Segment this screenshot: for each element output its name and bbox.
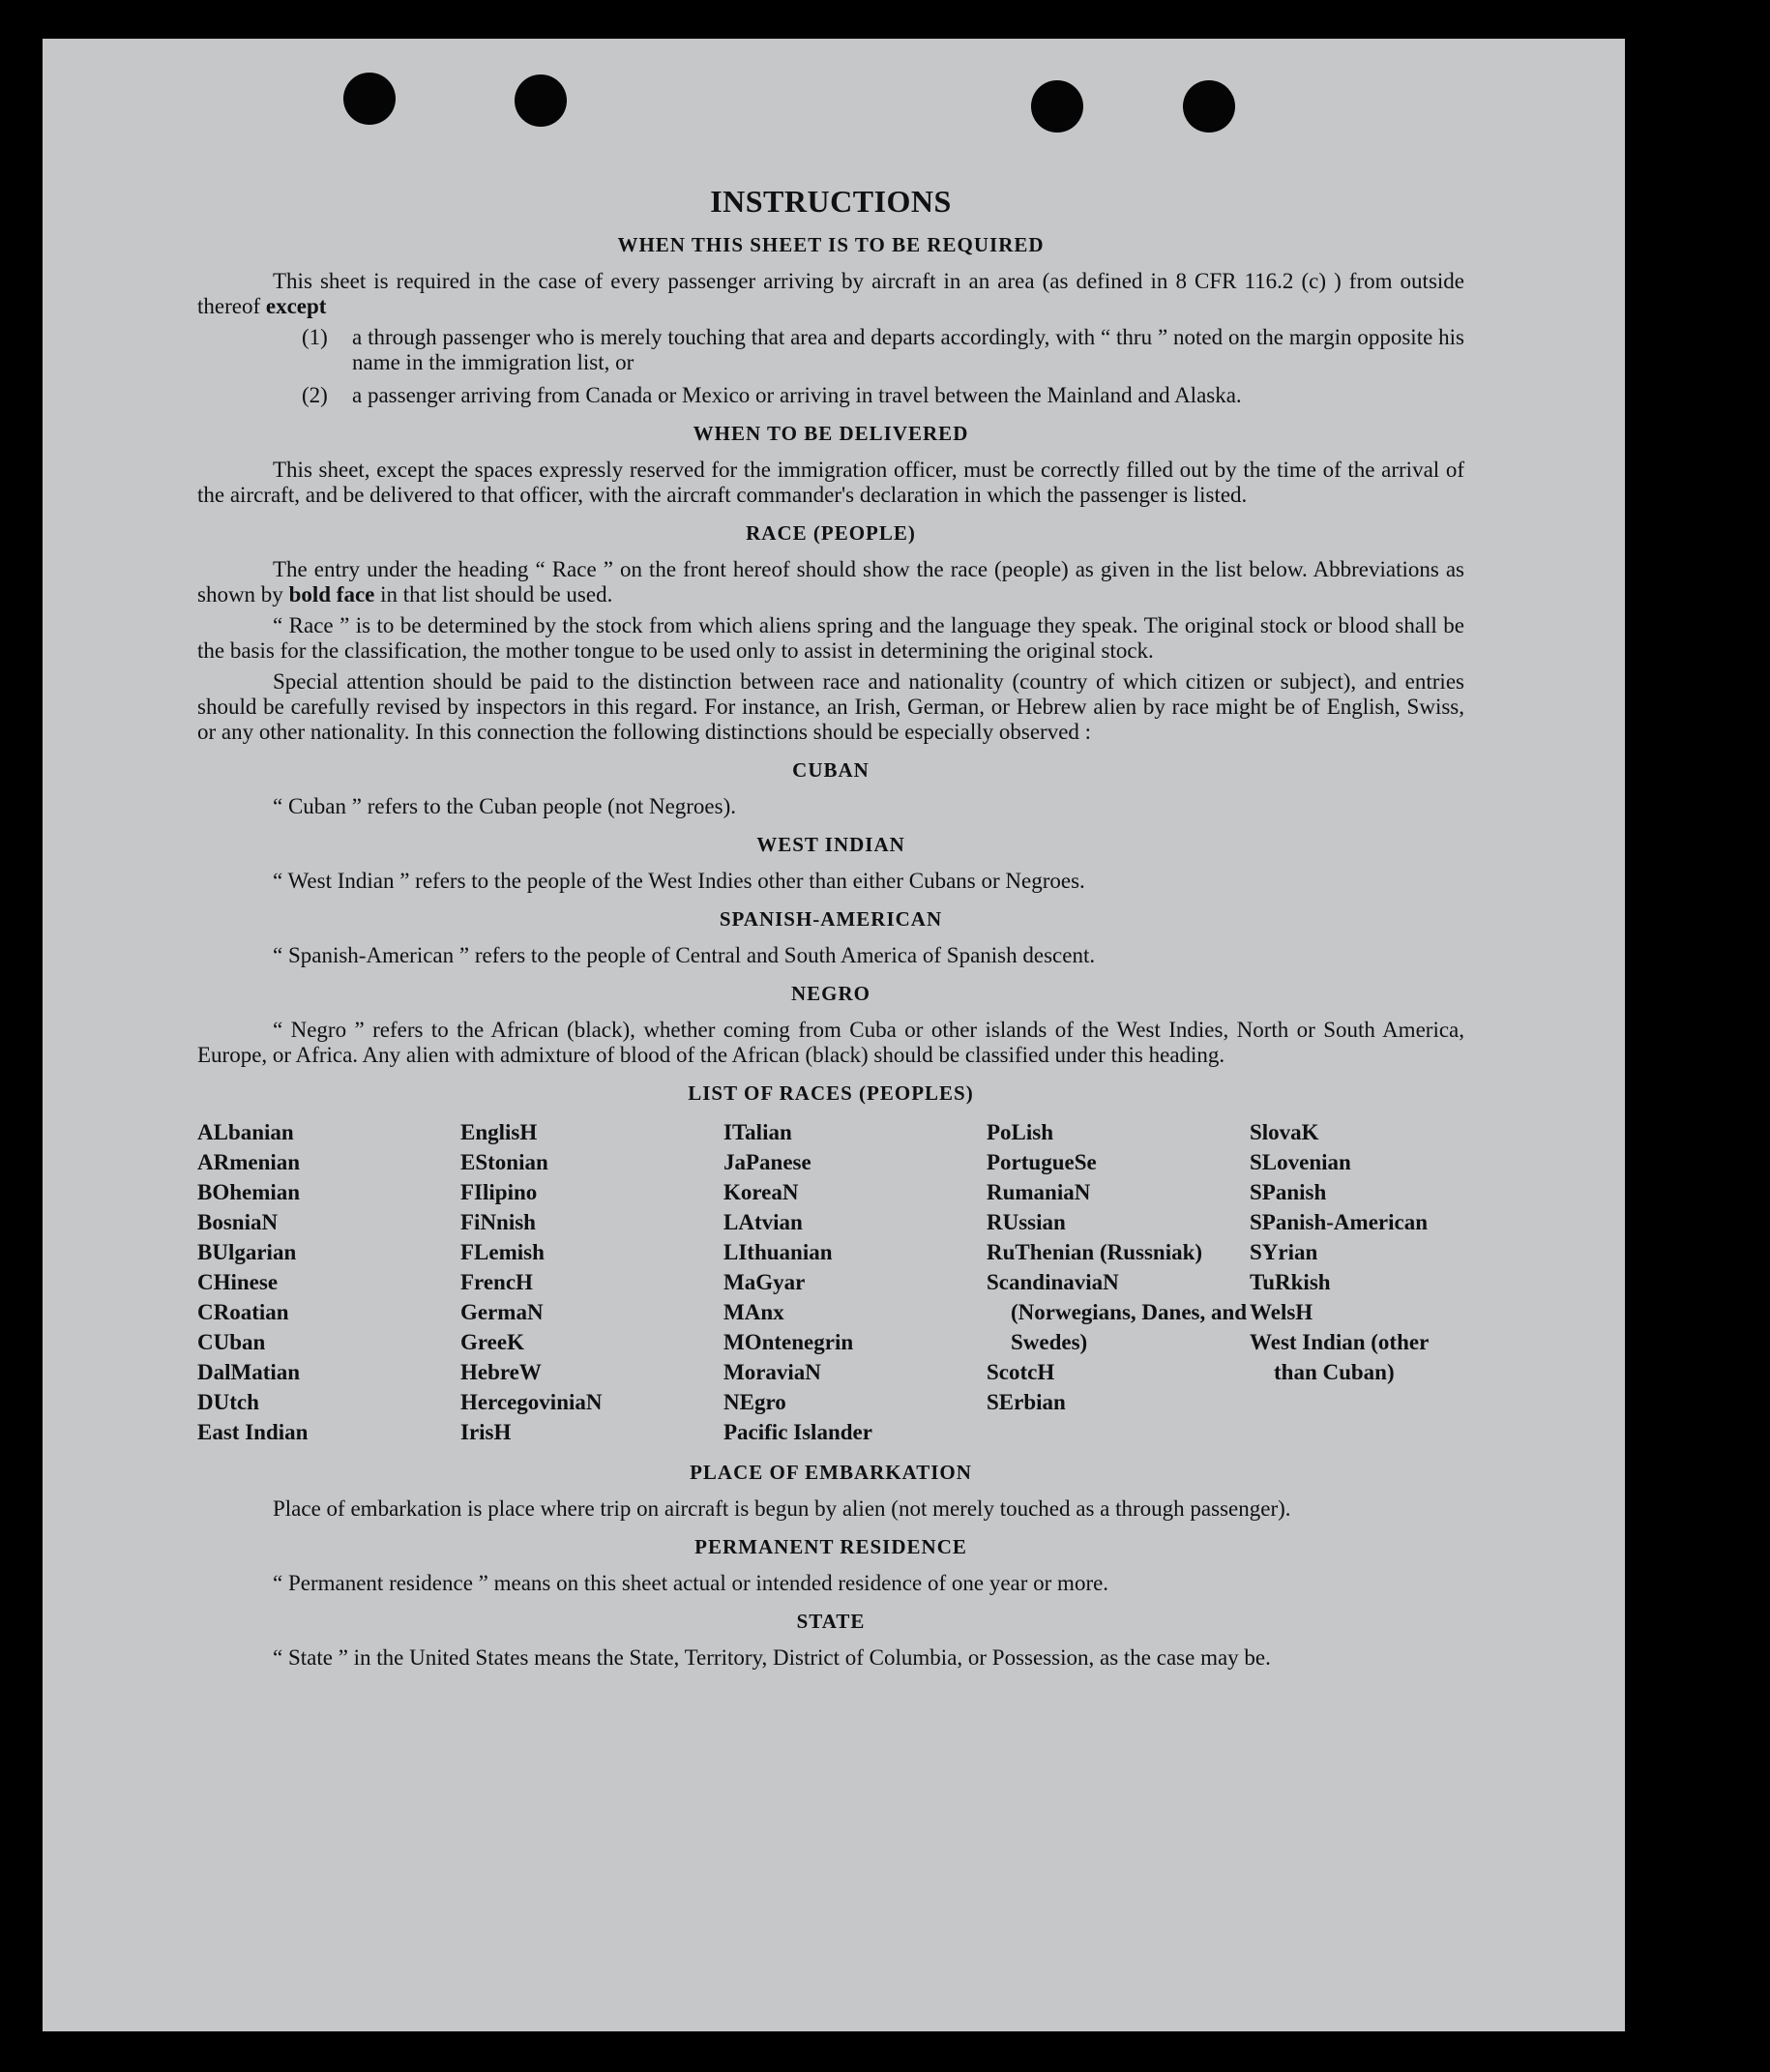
list-item: ScandinaviaN (Norwegians, Danes, and Swedes) [987, 1270, 1248, 1354]
list-item: RuThenian (Russniak) [987, 1240, 1203, 1264]
heading-race: RACE (PEOPLE) [746, 521, 916, 545]
list-item: SlovaK [1250, 1120, 1319, 1144]
list-item: Pacific Islander [723, 1420, 872, 1444]
list-item: NEgro [723, 1390, 786, 1414]
heading-negro: NEGRO [790, 982, 870, 1005]
cuban-text: “ Cuban ” refers to the Cuban people (not Negroes). [273, 794, 737, 818]
list-item: (2) a passenger arriving from Canada or Mexico or arriving in travel between the Mainland and Alaska. [302, 383, 1242, 407]
races-column-2 [460, 1117, 723, 1447]
heading-residence: PERMANENT RESIDENCE [694, 1535, 967, 1558]
punch-hole-1 [343, 73, 396, 125]
list-item: PortugueSe [987, 1150, 1097, 1174]
list-item: CRoatian [197, 1300, 289, 1324]
list-item: HebreW [460, 1360, 542, 1384]
list-item: FLemish [460, 1240, 545, 1264]
list-item: IrisH [460, 1420, 512, 1444]
list-item: PoLish [987, 1120, 1054, 1144]
residence-text: “ Permanent residence ” means on this sheet actual or intended residence of one year or more. [273, 1571, 1109, 1595]
list-item: DUtch [197, 1390, 259, 1414]
list-item: FiNnish [460, 1210, 536, 1234]
races-column-1 [197, 1117, 460, 1447]
list-item: KoreaN [723, 1180, 799, 1204]
heading-cuban: CUBAN [792, 758, 870, 782]
list-item: ScotcH [987, 1360, 1055, 1384]
heading-list-of-races: LIST OF RACES (PEOPLES) [688, 1081, 974, 1105]
heading-state: STATE [796, 1610, 866, 1633]
list-item: BUlgarian [197, 1240, 297, 1264]
list-item: BOhemian [197, 1180, 301, 1204]
spanish-american-text: “ Spanish-American ” refers to the people of Central and South America of Spanish descent. [273, 943, 1096, 967]
heading-when-delivered: WHEN TO BE DELIVERED [693, 422, 969, 445]
instructions-content [197, 184, 1464, 1676]
exceptions-list [197, 325, 1464, 408]
page-title: INSTRUCTIONS [710, 184, 952, 219]
list-item: RumaniaN [987, 1180, 1091, 1204]
races-column-4 [987, 1117, 1250, 1447]
state-text: “ State ” in the United States means the State, Territory, District of Columbia, or Possession, as the case may be. [273, 1645, 1271, 1670]
list-item: BosniaN [197, 1210, 279, 1234]
list-item: RUssian [987, 1210, 1066, 1234]
when-required-intro: This sheet is required in the case of every passenger arriving by aircraft in an area (as defined in 8 CFR 116.2 (c) ) from outside thereof except [197, 269, 1464, 318]
punch-hole-2 [515, 74, 567, 127]
list-item: MAnx [723, 1300, 784, 1324]
list-item: SYrian [1250, 1240, 1318, 1264]
heading-when-required: WHEN THIS SHEET IS TO BE REQUIRED [617, 233, 1045, 256]
punch-hole-3 [1031, 80, 1083, 133]
races-list [197, 1117, 1464, 1447]
list-item: DalMatian [197, 1360, 301, 1384]
list-item: MoraviaN [723, 1360, 821, 1384]
list-item: CUban [197, 1330, 266, 1354]
punch-hole-4 [1183, 80, 1235, 133]
list-item: JaPanese [723, 1150, 811, 1174]
document-page [43, 39, 1625, 2031]
when-delivered-text: This sheet, except the spaces expressly reserved for the immigration officer, must be correctly filled out by the time of the arrival of the aircraft, and be delivered to that officer, with the aircraft commander's declaration in which the passenger is listed. [197, 458, 1464, 507]
heading-west-indian: WEST INDIAN [756, 833, 905, 856]
west-indian-text: “ West Indian ” refers to the people of the West Indies other than either Cubans or Negroes. [273, 869, 1085, 893]
list-item: SErbian [987, 1390, 1066, 1414]
races-column-5 [1250, 1117, 1464, 1447]
list-item: HercegoviniaN [460, 1390, 603, 1414]
race-paragraph-2: “ Race ” is to be determined by the stock from which aliens spring and the language they speak. The original stock or blood shall be the basis for the classification, the mother tongue to be used only to assist in determining the original stock. [197, 613, 1464, 663]
list-item: LIthuanian [723, 1240, 833, 1264]
list-item: EStonian [460, 1150, 548, 1174]
list-item: (1) a through passenger who is merely touching that area and departs accordingly, with “ thru ” noted on the margin opposite his name in the immigration list, or [302, 325, 1464, 374]
list-item: SPanish-American [1250, 1210, 1428, 1234]
race-paragraph-3: Special attention should be paid to the distinction between race and nationality (country of which citizen or subject), and entries should be carefully revised by inspectors in this regard. For instance, an Irish, German, or Hebrew alien by race might be of English, Swiss, or any other nationality. In this connection the following distinctions should be especially observed : [197, 669, 1464, 744]
list-item: WelsH [1250, 1300, 1313, 1324]
heading-spanish-american: SPANISH-AMERICAN [719, 907, 943, 931]
list-item: ALbanian [197, 1120, 294, 1144]
list-item: CHinese [197, 1270, 279, 1294]
list-item: West Indian (other than Cuban) [1250, 1330, 1429, 1384]
negro-text: “ Negro ” refers to the African (black), whether coming from Cuba or other islands of the West Indies, North or South America, Europe, or Africa. Any alien with admixture of blood of the African (black) should be classified under this heading. [197, 1018, 1464, 1067]
list-item: TuRkish [1250, 1270, 1331, 1294]
list-item: MOntenegrin [723, 1330, 854, 1354]
list-item: LAtvian [723, 1210, 803, 1234]
list-item: FIlipino [460, 1180, 538, 1204]
list-item: GermaN [460, 1300, 544, 1324]
heading-embarkation: PLACE OF EMBARKATION [690, 1461, 972, 1484]
list-item: GreeK [460, 1330, 524, 1354]
list-item: EnglisH [460, 1120, 538, 1144]
list-item: MaGyar [723, 1270, 806, 1294]
list-item: East Indian [197, 1420, 309, 1444]
embarkation-text: Place of embarkation is place where trip on aircraft is begun by alien (not merely touched as a through passenger). [273, 1496, 1291, 1521]
list-item: ARmenian [197, 1150, 301, 1174]
list-item: SLovenian [1250, 1150, 1351, 1174]
list-item: FrencH [460, 1270, 533, 1294]
list-item: ITalian [723, 1120, 792, 1144]
list-item: SPanish [1250, 1180, 1327, 1204]
race-paragraph-1: The entry under the heading “ Race ” on the front hereof should show the race (people) as given in the list below. Abbreviations as shown by bold face in that list should be used. [197, 557, 1464, 607]
races-column-3 [723, 1117, 987, 1447]
